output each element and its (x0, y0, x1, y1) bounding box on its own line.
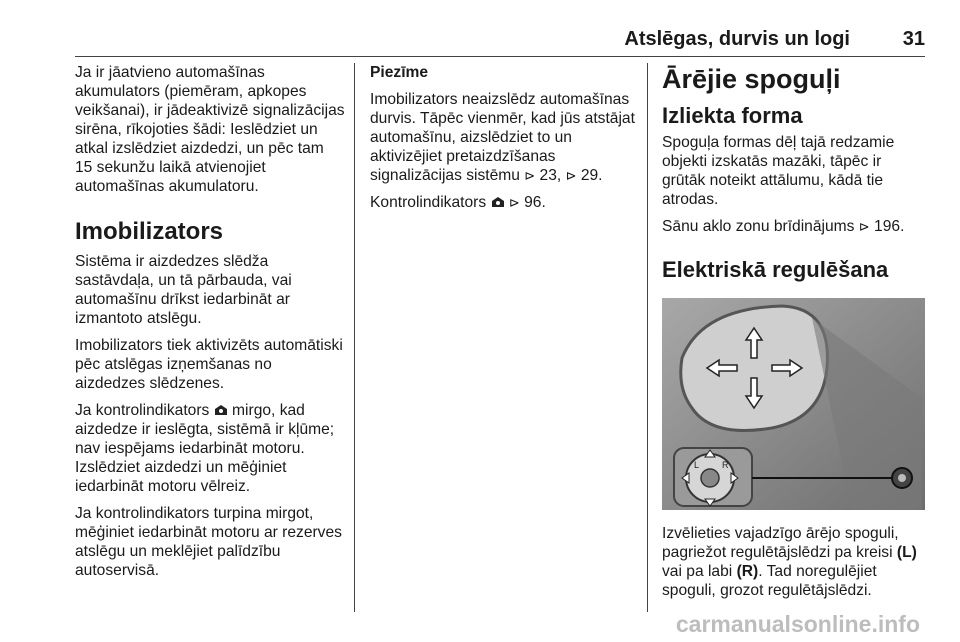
watermark: carmanualsonline.info (675, 611, 920, 637)
page-ref-link[interactable]: 29. (580, 167, 603, 184)
figure-label-R: R (722, 460, 729, 470)
label-right: (R) (736, 563, 759, 580)
section-heading-immobilizer: Imobilizators (75, 218, 224, 245)
label-left: (L) (896, 544, 917, 561)
text-part: mirgo, kad aizdedze ir ieslēgta, sistēmā ir kļūme; nav iespējams iedarbināt motoru. Izslēdziet aizdedzi un mēģiniet iedarbināt motoru vēlreiz. (75, 402, 335, 495)
immobilizer-key-icon (491, 196, 505, 208)
column-1 (75, 63, 345, 588)
page-ref-link[interactable]: 23, (539, 167, 562, 184)
paragraph-spare-key: Ja kontrolindikators turpina mirgot, mēģiniet iedarbināt motoru ar rezerves atslēgu un meklējiet palīdzību autoservisā. (75, 505, 342, 579)
text-part: vai pa labi (662, 563, 733, 580)
paragraph-convex: Spoguļa formas dēļ tajā redzamie objekti izskatās mazāki, tāpēc ir grūtāk noteikt attālumu, kādā tie atrodas. (662, 134, 895, 208)
reference-arrow-icon: ⊳ (858, 219, 870, 234)
indicator-label: Kontrolindikators (370, 194, 487, 211)
chapter-title: Atslēgas, durvis un logi (624, 28, 850, 50)
subheading-convex: Izliekta forma (662, 103, 803, 128)
paragraph-blind-spot (662, 217, 927, 236)
column-divider-1 (354, 63, 355, 612)
paragraph-activation: Imobilizators tiek aktivizēts automātiski pēc atslēgas izņemšanas no aizdedzes slēdzenes. (75, 337, 343, 392)
page-ref-link[interactable]: 196. (874, 218, 905, 235)
page-ref-link[interactable]: 96. (524, 194, 546, 211)
column-divider-2 (647, 63, 648, 612)
text-part: Ja kontrolindikators (75, 402, 210, 419)
page-number: 31 (902, 28, 925, 50)
mirror-adjustment-illustration (662, 298, 925, 510)
reference-arrow-icon: ⊳ (524, 168, 536, 183)
reference-arrow-icon: ⊳ (565, 168, 577, 183)
column-2 (370, 63, 635, 220)
reference-arrow-icon: ⊳ (508, 195, 520, 210)
header-divider (75, 56, 925, 57)
note-title: Piezīme (370, 64, 429, 81)
text-part: Izvēlieties vajadzīgo ārējo spoguli, pagriežot regulētājslēdzi pa kreisi (662, 525, 899, 561)
section-heading-mirrors: Ārējie spoguļi (662, 64, 841, 94)
figure-label-L: L (694, 460, 700, 470)
note-text (370, 90, 635, 185)
paragraph-indicator-flash (75, 401, 345, 496)
note-body: Imobilizators neaizslēdz automašīnas durvis. Tāpēc vienmēr, kad jūs atstājat automašīnu, aizslēdziet to un aktivizējiet pretaizdzīšanas signalizācijas sistēmu (370, 91, 635, 184)
paragraph-battery: Ja ir jāatvieno automašīnas akumulators (piemēram, apkopes veikšanai), ir jādeaktivizē signalizācijas sirēna, rīkojoties šādi: Ieslēdziet un atkal izslēdziet aizdedzi, un pēc tam 15 sekunžu laikā atvienojiet automašīnas akumulatoru. (75, 64, 345, 195)
subheading-electric-adjust: Elektriskā regulēšana (662, 257, 889, 282)
immobilizer-key-icon (214, 404, 228, 416)
column-3 (662, 63, 927, 608)
paragraph-select-mirror (662, 524, 927, 600)
paragraph-system: Sistēma ir aizdedzes slēdža sastāvdaļa, un tā pārbauda, vai automašīnu drīkst iedarbināt ar izmantoto atslēgu. (75, 253, 292, 327)
indicator-line (370, 193, 635, 212)
text-part: . Tad noregulējiet spoguli, grozot regulētājslēdzi. (662, 563, 877, 599)
page-header (75, 28, 925, 54)
text-part: Sānu aklo zonu brīdinājums (662, 218, 855, 235)
